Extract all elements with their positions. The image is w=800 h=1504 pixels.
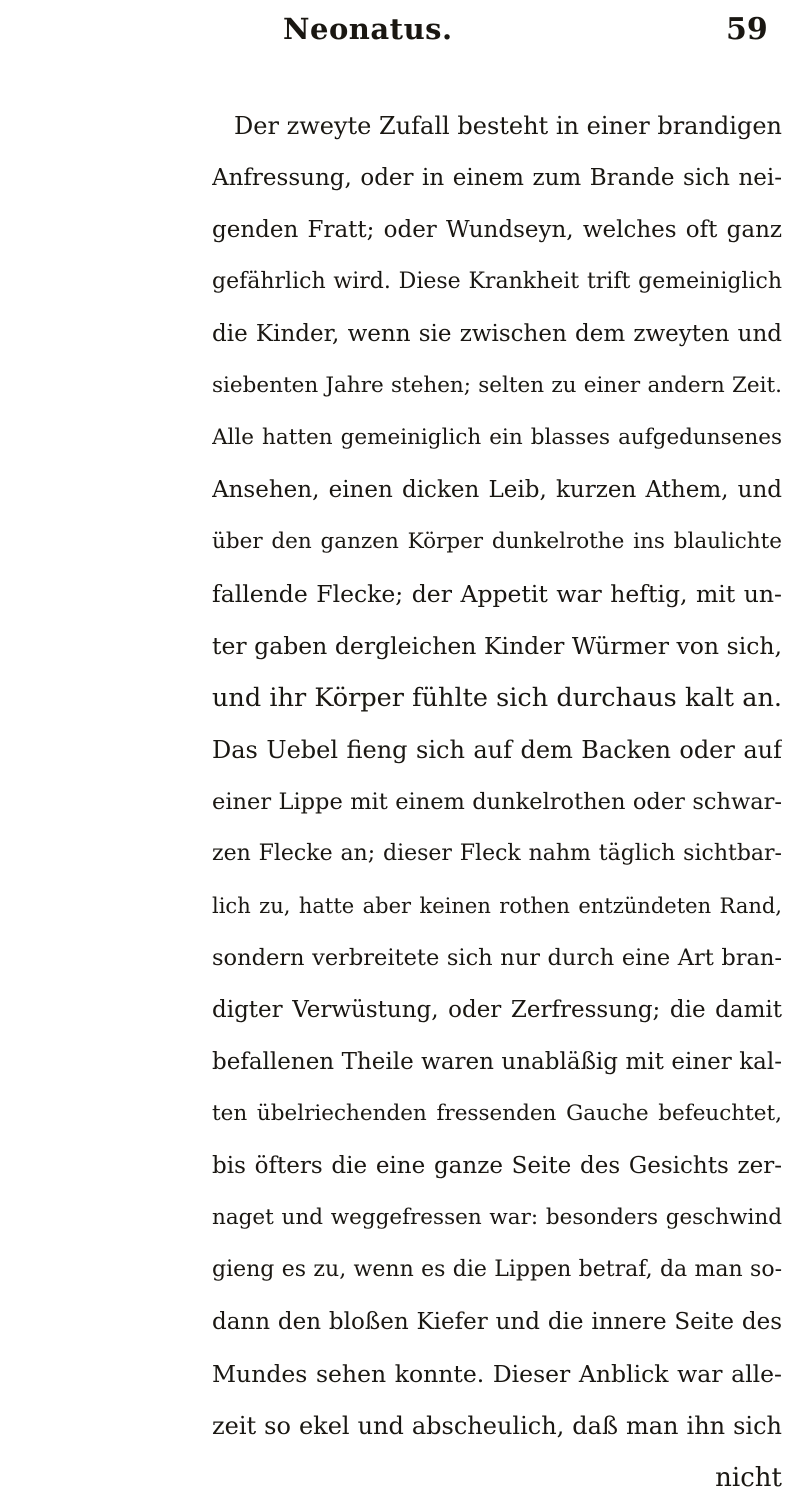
text-line: einer Lippe mit einem dunkelrothen oder schwar- xyxy=(212,789,782,815)
text-line: befallenen Theile waren unabläßig mit einer kal- xyxy=(212,1049,782,1075)
text-line: siebenten Jahre stehen; selten zu einer andern Zeit. xyxy=(212,373,782,398)
text-line: naget und weggefressen war: besonders geschwind xyxy=(212,1205,782,1230)
page-header xyxy=(0,4,800,54)
running-title: Neonatus. xyxy=(283,12,453,46)
text-line: Der zweyte Zufall besteht in einer brandigen xyxy=(234,112,782,140)
text-line: über den ganzen Körper dunkelrothe ins blaulichte xyxy=(212,529,782,554)
catchword: nicht xyxy=(715,1463,782,1493)
text-line: zen Flecke an; dieser Fleck nahm täglich sichtbar- xyxy=(212,841,782,866)
text-line: die Kinder, wenn sie zwischen dem zweyten und xyxy=(212,321,782,347)
body-text xyxy=(212,100,782,1504)
text-line: Anfressung, oder in einem zum Brande sich nei- xyxy=(212,165,782,191)
text-line: digter Verwüstung, oder Zerfressung; die damit xyxy=(212,997,782,1023)
text-line: zeit so ekel und abscheulich, daß man ihn sich xyxy=(212,1412,782,1440)
text-line: Mundes sehen konnte. Dieser Anblick war alle- xyxy=(212,1360,782,1388)
text-line: Ansehen, einen dicken Leib, kurzen Athem, und xyxy=(212,477,782,503)
text-line: genden Fratt; oder Wundseyn, welches oft ganz xyxy=(212,217,782,243)
text-line: dann den bloßen Kiefer und die innere Seite des xyxy=(212,1309,782,1335)
text-line: lich zu, hatte aber keinen rothen entzündeten Rand, xyxy=(212,894,782,918)
text-line: fallende Flecke; der Appetit war heftig, mit un- xyxy=(212,580,782,608)
text-line: ter gaben dergleichen Kinder Würmer von sich, xyxy=(212,632,782,660)
text-line: ten übelriechenden fressenden Gauche befeuchtet, xyxy=(212,1101,782,1126)
text-line: gieng es zu, wenn es die Lippen betraf, da man so- xyxy=(212,1257,782,1282)
text-line: und ihr Körper fühlte sich durchaus kalt an. xyxy=(212,683,782,713)
text-line: Alle hatten gemeiniglich ein blasses aufgedunsenes xyxy=(212,425,782,450)
text-line: Das Uebel fieng sich auf dem Backen oder auf xyxy=(212,736,782,764)
page-number: 59 xyxy=(726,12,768,47)
text-line: gefährlich wird. Diese Krankheit trift gemeiniglich xyxy=(212,269,782,294)
text-line: bis öfters die eine ganze Seite des Gesichts zer- xyxy=(212,1153,782,1179)
text-line: sondern verbreitete sich nur durch eine Art bran- xyxy=(212,945,782,971)
